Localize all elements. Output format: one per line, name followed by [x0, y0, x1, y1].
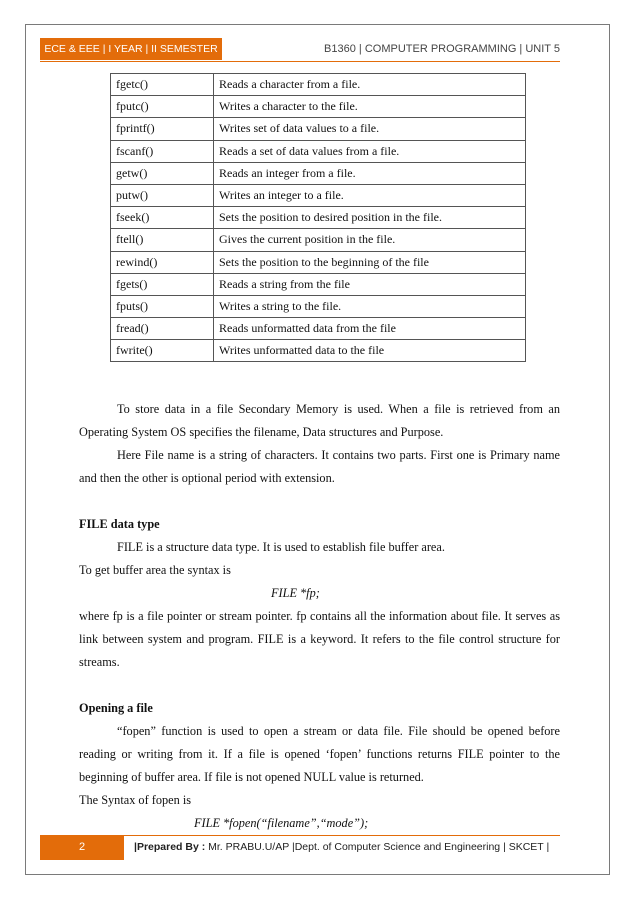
table-row [111, 340, 526, 362]
function-name-cell: fgetc() [111, 74, 214, 96]
table-row [111, 184, 526, 206]
footer-prepared-label: |Prepared By : [134, 841, 206, 853]
code-file-pointer: FILE *fp; [271, 586, 320, 600]
paragraph-file-structure: FILE is a structure data type. It is used to establish file buffer area. [117, 540, 445, 554]
function-name-cell: fseek() [111, 207, 214, 229]
document-body [79, 398, 560, 835]
function-description-cell: Gives the current position in the file. [214, 229, 526, 251]
footer-credits [134, 835, 574, 860]
table-row [111, 96, 526, 118]
file-functions-table [110, 73, 526, 362]
paragraph-secondary-memory: To store data in a file Secondary Memory is used. When a file is retrieved from an Operating System OS specifies the filename, Data structures and Purpose. [79, 402, 560, 439]
function-description-cell: Reads a string from the file [214, 273, 526, 295]
function-description-cell: Reads a character from a file. [214, 74, 526, 96]
function-name-cell: fgets() [111, 273, 214, 295]
table-row [111, 118, 526, 140]
function-name-cell: fputc() [111, 96, 214, 118]
function-name-cell: fread() [111, 318, 214, 340]
table-row [111, 207, 526, 229]
function-name-cell: getw() [111, 162, 214, 184]
code-fopen: FILE *fopen(“filename”,“mode”); [194, 816, 369, 830]
table-row [111, 162, 526, 184]
function-description-cell: Writes a string to the file. [214, 295, 526, 317]
paragraph-file-name: Here File name is a string of characters. It contains two parts. First one is Primary name and then the other is optional period with extension. [79, 448, 560, 485]
header-divider [40, 61, 560, 62]
heading-file-data-type: FILE data type [79, 517, 160, 531]
function-description-cell: Writes a character to the file. [214, 96, 526, 118]
function-description-cell: Reads an integer from a file. [214, 162, 526, 184]
paragraph-buffer-syntax-intro: To get buffer area the syntax is [79, 563, 231, 577]
function-description-cell: Writes unformatted data to the file [214, 340, 526, 362]
function-description-cell: Reads a set of data values from a file. [214, 140, 526, 162]
table-row [111, 318, 526, 340]
function-name-cell: fprintf() [111, 118, 214, 140]
function-name-cell: fputs() [111, 295, 214, 317]
header-subject-title: B1360 | COMPUTER PROGRAMMING | UNIT 5 [324, 43, 560, 55]
header-course-badge: ECE & EEE | I YEAR | II SEMESTER [40, 38, 222, 60]
table-row [111, 74, 526, 96]
function-name-cell: fscanf() [111, 140, 214, 162]
paragraph-fopen: “fopen” function is used to open a stream or data file. File should be opened before reading or writing from it. If a file is opened ‘fopen’ functions returns FILE pointer to the beginning of buffer area. If file is not opened NULL value is returned. [79, 724, 560, 784]
function-description-cell: Writes an integer to a file. [214, 184, 526, 206]
paragraph-file-pointer: where fp is a file pointer or stream pointer. fp contains all the information about file. It serves as link between system and program. FILE is a keyword. It refers to the file control structure for streams. [79, 609, 560, 669]
footer-prepared-details: Mr. PRABU.U/AP |Dept. of Computer Science and Engineering | SKCET | [205, 841, 550, 853]
function-name-cell: rewind() [111, 251, 214, 273]
function-description-cell: Reads unformatted data from the file [214, 318, 526, 340]
heading-opening-a-file: Opening a file [79, 701, 153, 715]
table-row [111, 140, 526, 162]
table-row [111, 273, 526, 295]
footer-page-number: 2 [40, 835, 124, 860]
function-description-cell: Writes set of data values to a file. [214, 118, 526, 140]
table-row [111, 229, 526, 251]
function-name-cell: ftell() [111, 229, 214, 251]
function-description-cell: Sets the position to the beginning of the file [214, 251, 526, 273]
table-row [111, 295, 526, 317]
function-name-cell: fwrite() [111, 340, 214, 362]
paragraph-fopen-syntax-intro: The Syntax of fopen is [79, 793, 192, 807]
table-row [111, 251, 526, 273]
function-description-cell: Sets the position to desired position in the file. [214, 207, 526, 229]
function-name-cell: putw() [111, 184, 214, 206]
